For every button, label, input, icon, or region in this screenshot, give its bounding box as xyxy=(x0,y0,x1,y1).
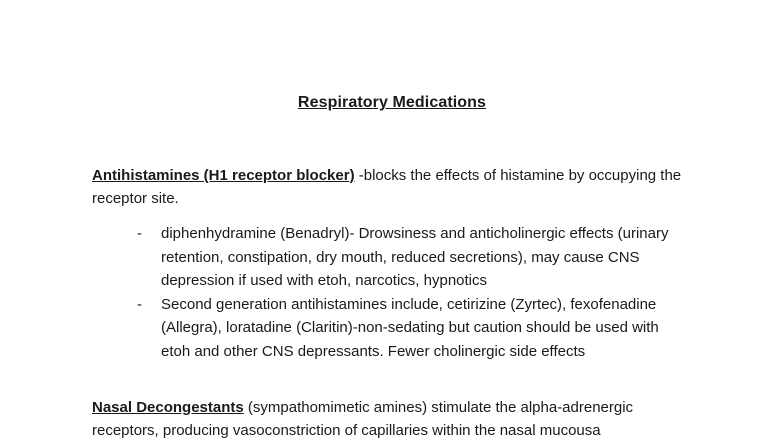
page-title: Respiratory Medications xyxy=(297,94,487,111)
bullet-dash: - xyxy=(137,295,142,313)
antihistamines-description: -blocks the effects of histamine by occupying the receptor site. xyxy=(92,167,682,207)
nasal-decongestants-description: (sympathomimetic amines) stimulate the alpha-adrenergic receptors, producing vasoconstriction of capillaries within the nasal mucousa xyxy=(92,399,634,439)
nasal-decongestants-term: Nasal Decongestants xyxy=(92,399,244,416)
bullet-dash: - xyxy=(137,225,142,242)
antihistamines-bullet-list xyxy=(92,222,692,363)
antihistamines-term: Antihistamines (H1 receptor blocker) xyxy=(92,167,355,184)
bullet-text-second-generation: Second generation antihistamines include, cetirizine (Zyrtec), fexofenadine (Allegra), loratadine (Claritin)-non-sedating but caution should be used with etoh and other CNS depressants. Fewer cholinergic side effects xyxy=(161,295,659,360)
list-item xyxy=(92,222,692,293)
antihistamines-paragraph xyxy=(92,164,692,210)
nasal-decongestants-paragraph xyxy=(92,396,692,442)
bullet-text-diphenhydramine: diphenhydramine (Benadryl)- Drowsiness and anticholinergic effects (urinary retention, constipation, dry mouth, reduced secretions), may cause CNS depression if used with etoh, narcotics, hypnotics xyxy=(161,225,669,289)
list-item xyxy=(92,293,692,364)
